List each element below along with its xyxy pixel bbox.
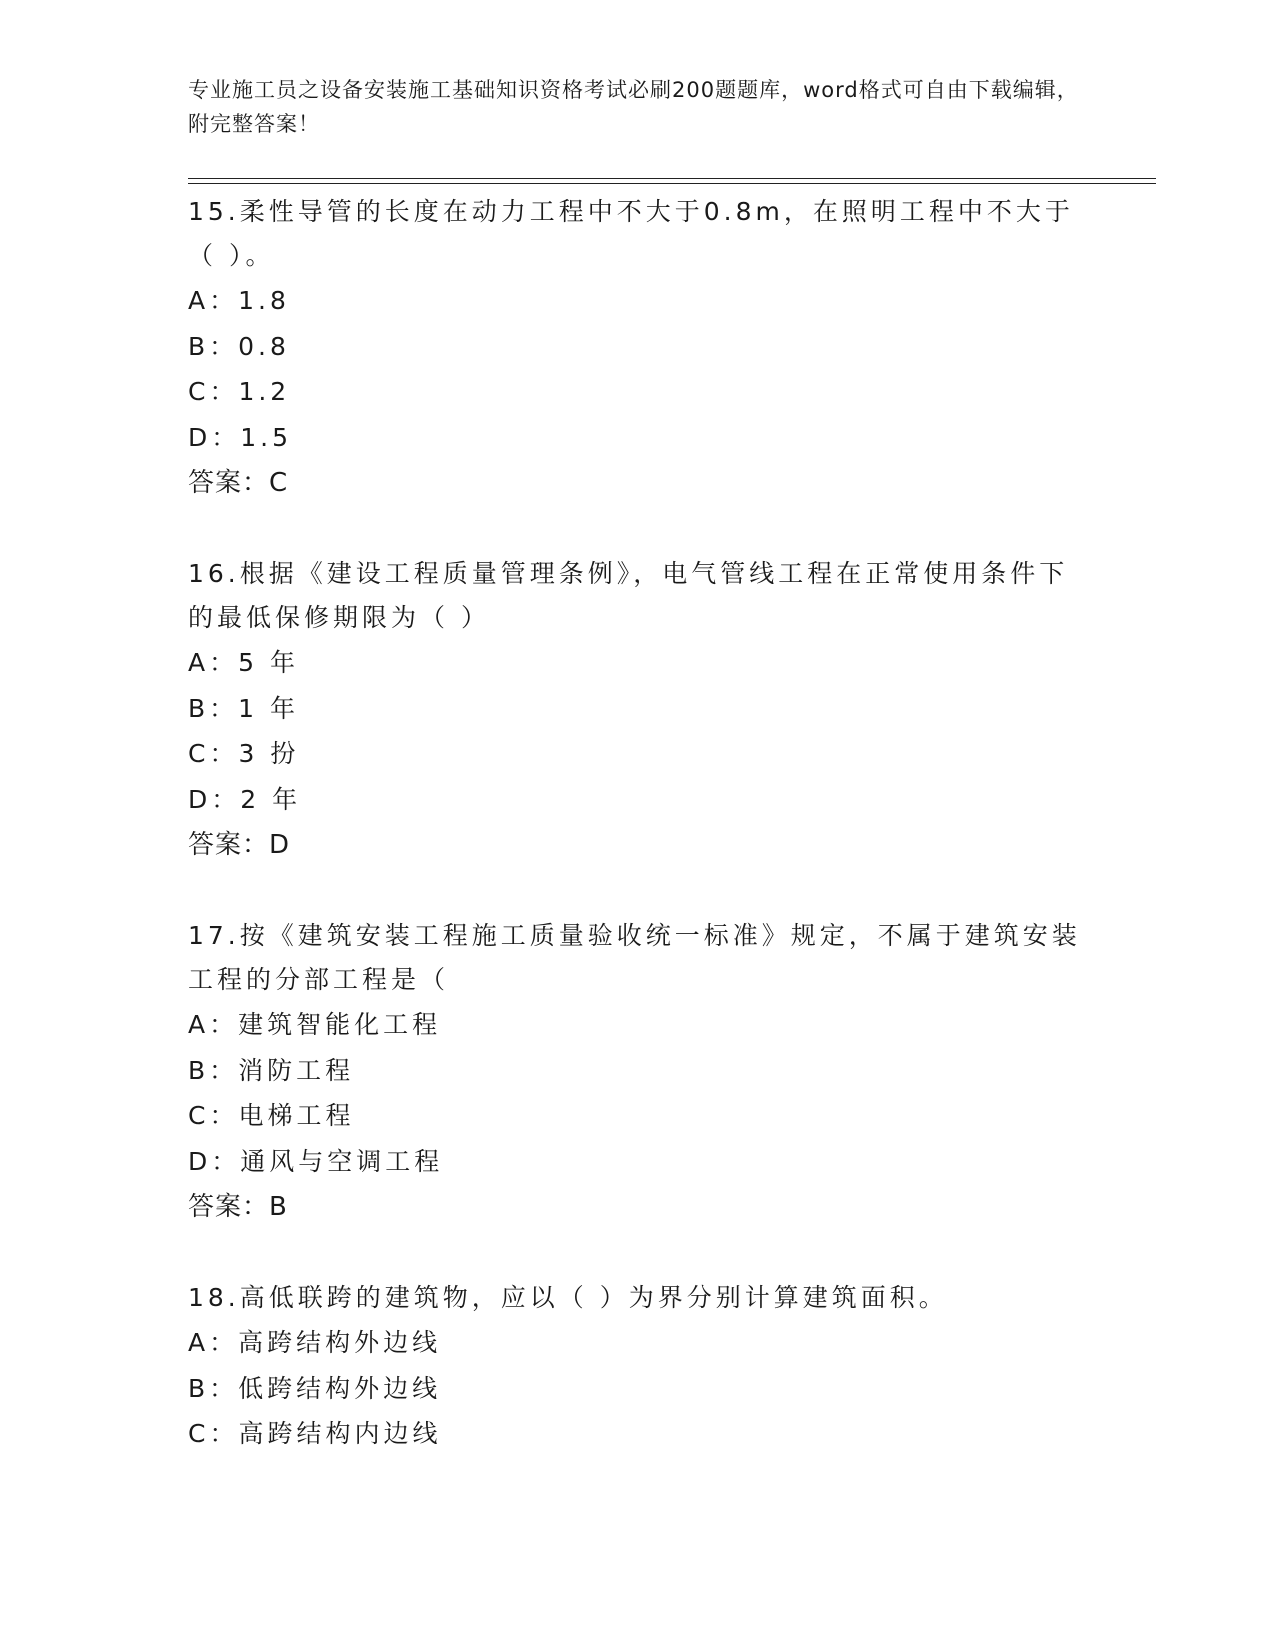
option-b: B：低跨结构外边线 [188,1373,442,1403]
option-c: C：高跨结构内边线 [188,1419,442,1448]
question-stem: 16.根据《建设工程质量管理条例》，电气管线工程在正常使用条件下的最低保修期限为（ ） [188,559,1069,632]
answer: 答案：B [188,1192,288,1222]
answer: 答案：D [188,830,291,860]
option-c: C：电梯工程 [188,1101,355,1130]
header-divider-bottom [188,183,1156,184]
question-stem: 18.高低联跨的建筑物，应以（ ）为界分别计算建筑面积。 [188,1283,948,1312]
header-divider-top [188,178,1156,179]
question-17 [188,914,1088,1230]
question-list [188,190,1088,1457]
option-a: A：建筑智能化工程 [188,1010,442,1039]
page-header: 专业施工员之设备安装施工基础知识资格考试必刷200题题库，word格式可自由下载编辑，附完整答案！ [188,78,1079,136]
spacer [188,1230,1088,1276]
spacer [188,868,1088,914]
question-18 [188,1276,1088,1457]
question-16 [188,552,1088,868]
option-c: C：1.2 [188,377,291,406]
option-d: D：2 年 [188,784,302,814]
option-a: A：高跨结构外边线 [188,1328,442,1357]
option-d: D：通风与空调工程 [188,1146,444,1176]
option-a: A：5 年 [188,648,299,677]
option-c: C：3 扮 [188,739,300,768]
spacer [188,506,1088,552]
option-d: D：1.5 [188,422,293,452]
question-stem: 15.柔性导管的长度在动力工程中不大于0.8m，在照明工程中不大于（ ）。 [188,197,1074,270]
option-b: B：消防工程 [188,1055,355,1085]
question-stem: 17.按《建筑安装工程施工质量验收统一标准》规定，不属于建筑安装工程的分部工程是（ [188,921,1081,994]
option-a: A：1.8 [188,286,290,315]
answer: 答案：C [188,468,289,498]
option-b: B：0.8 [188,331,290,361]
question-15 [188,190,1088,506]
option-b: B：1 年 [188,693,300,723]
